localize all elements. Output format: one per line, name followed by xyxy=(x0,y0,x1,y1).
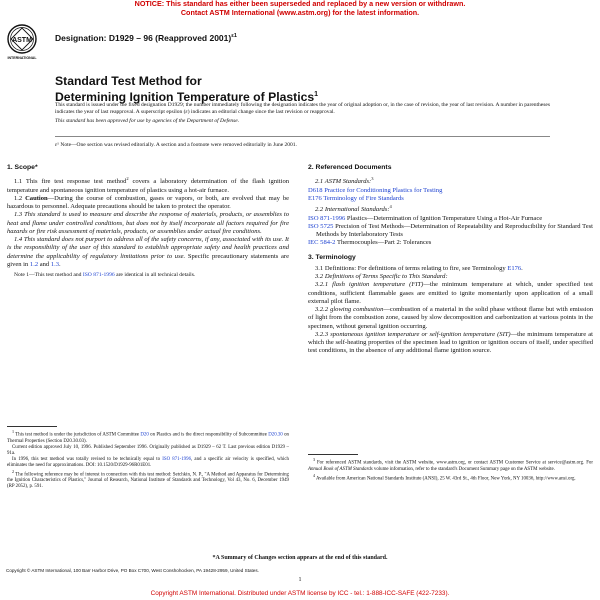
ref-iso-871: ISO 871-1996 Plastics—Determination of Ignition Temperature Using a Hot-Air Furnace xyxy=(308,214,543,222)
footnote-4: $^4$ Available from American National Standards Institute (ANSI), 25 W. 43rd St., 4th Floor, New York, NY 10036, http://www.ansi.org. xyxy=(313,472,576,482)
editorial-note xyxy=(55,142,550,148)
iso-871-ref-link[interactable]: ISO 871-1996 xyxy=(308,214,346,222)
approved-statement: This standard has been approved for use by agencies of the Department of Defense. xyxy=(55,118,240,125)
e176-link[interactable]: E176 xyxy=(308,194,322,202)
title-line-1: Standard Test Method for xyxy=(55,74,202,88)
editorial-note-text: Note—One section was revised editorially. A section and a footnote were removed editorially in June 2001. xyxy=(58,142,297,148)
standard-intro xyxy=(55,102,550,125)
withdrawal-notice xyxy=(0,0,600,17)
notice-line-2: Contact ASTM International (www.astm.org) for the latest information. xyxy=(180,7,420,17)
intro-divider xyxy=(55,136,550,137)
scope-heading: 1. Scope* xyxy=(7,164,38,171)
para-1-2: 1.2 Caution—During the course of combustion, gases or vapors, or both, are evolved that may be hazardous to personnel. Adequate precautions should be taken to protect the operator. xyxy=(7,194,289,211)
para-3-2-3: 3.2.3 spontaneous ignition temperature or self-ignition temperature (SIT)—the minimum temperature at which the self-heating properties of the specimen lead to ignition or ignition occurs of itself, under specified test conditions, in the absence of any additional flame ignition source. xyxy=(308,330,593,355)
ref-link-1-2[interactable]: 1.2 xyxy=(29,260,39,268)
right-footnotes xyxy=(308,454,593,482)
ref-link-1-3[interactable]: 1.3 xyxy=(50,260,60,268)
d618-link[interactable]: D618 xyxy=(308,186,323,194)
para-1-4: 1.4 This standard does not purport to address all of the safety concerns, if any, associated with its use. It is the responsibility of the user of this standard to establish appropriate safety and health practices and determine the applicability of regulatory limitations prior to use. Specific precautionary statements are given in 1.2 and 1.3. xyxy=(7,236,289,268)
para-1-1: 1.1 This fire test response test method$^2$ covers a laboratory determination of the flash ignition temperature and spontaneous ignition temperature of plastics using a hot-air furnace. xyxy=(7,176,289,194)
footnote-2: $^2$ The following reference may be of interest in connection with this test method: Setchkin, N. P., "A Method and Apparatus for Determining the Ignition Characteristics of Plastics," Journal of Research, National Institute of Standards and Technology, Vol 43, No. 6, December 1949 (RP 2052), p. 591. xyxy=(7,468,289,490)
international-standards-label: 2.2 International Standards:$^4$ xyxy=(315,204,392,214)
d20-link[interactable]: D20 xyxy=(140,432,149,438)
copyright-line: Copyright © ASTM International, 100 Barr Harbor Drive, PO Box C700, West Conshohocken, PA 19428-2959, United States. xyxy=(6,568,259,573)
iec-584-2-link[interactable]: IEC 584-2 xyxy=(308,239,336,247)
left-footnotes xyxy=(7,426,289,490)
ref-iso-5725: ISO 5725 Precision of Test Methods—Determination of Repeatability and Reproducibility for Standard Test Methods by Interlaboratory Tests xyxy=(308,222,593,239)
ref-e176: E176 Terminology of Fire Standards xyxy=(308,194,404,202)
designation-sup: ε1 xyxy=(231,33,237,40)
footnote-1-edition: Current edition approved July 10, 1996. Published September 1996. Originally published as D1929 – 62 T. Last previous edition D1929 – 91a. xyxy=(7,444,289,456)
d20-30-link[interactable]: D20.30 xyxy=(268,432,283,438)
para-3-2-2: 3.2.2 glowing combustion—combustion of a material in the solid phase without flame but with emission of light from the combustion zone, caused by slow decomposition and carbonization at various points in the specimen, without general ignition occurring. xyxy=(308,306,594,330)
page-number: 1 xyxy=(298,577,302,583)
para-3-2-1: 3.2.1 flash ignition temperature (FIT)—the minimum temperature at which, under specified test conditions, sufficient flammable gases are emitted to ignite momentarily upon application of a small external pilot flame. xyxy=(308,281,593,305)
footnote-1: $^1$ This test method is under the jurisdiction of ASTM Committee D20 on Plastics and is the direct responsibility of Subcommittee D20.30 on Thermal Properties (Section D20.30.03). xyxy=(7,429,289,444)
terminology-heading: 3. Terminology xyxy=(308,253,356,261)
para-3-2: 3.2 Definitions of Terms Specific to This Standard: xyxy=(315,273,448,281)
astm-logo xyxy=(6,22,38,72)
iso-5725-link[interactable]: ISO 5725 xyxy=(308,222,334,230)
title-sup: 1 xyxy=(314,91,319,98)
ref-iec-584-2: IEC 584-2 Thermocouples—Part 2: Tolerances xyxy=(308,239,432,247)
e176-terminology-link[interactable]: E176 xyxy=(507,264,522,272)
iso-871-link[interactable]: ISO 871-1996 xyxy=(82,272,115,279)
astm-logo-icon xyxy=(6,22,38,72)
logo-letters: ASTM xyxy=(12,37,32,44)
document-title xyxy=(55,74,475,104)
footnote-3: $^3$ For referenced ASTM standards, visit the ASTM website, www.astm.org, or contact ASTM Customer Service at service@astm.org. For Annual Book of ASTM Standards volume information, refer to the standard's Document Summary page on the ASTM website. xyxy=(308,457,593,472)
footnote-rule xyxy=(7,426,57,427)
para-3-1: 3.1 Definitions: For definitions of terms relating to fire, see Terminology E176. xyxy=(315,264,523,272)
left-column xyxy=(7,164,289,279)
notice-line-1: NOTICE: This standard has either been superseded and replaced by a new version or withdrawn. xyxy=(134,0,466,8)
designation-code: D1929 – 96 (Reapproved 2001) xyxy=(108,33,232,43)
footnote-rule-right xyxy=(308,454,358,455)
para-1-3: 1.3 This standard is used to measure and describe the response of materials, products, or assemblies to heat and flame under controlled conditions, but does not by itself incorporate all factors required for fire hazards or fire risk assessment of materials, products, or assemblies under actual fire conditions. xyxy=(7,211,289,235)
summary-of-changes-note: *A Summary of Changes section appears at the end of this standard. xyxy=(212,555,388,561)
right-column xyxy=(308,164,593,356)
title-line-2: Determining Ignition Temperature of Plastics xyxy=(55,90,315,105)
footnote-1-revision: In 1996, this test method was totally revised to be technically equal to ISO 871-1996, and a specific air velocity is specified, which eliminates the need for approximations. DOI: 10.1520/D1929-96R01E01. xyxy=(7,456,289,468)
designation xyxy=(55,33,237,43)
iso-871-footnote-link[interactable]: ISO 871-1996 xyxy=(162,456,192,462)
license-notice: Copyright ASTM International. Distributed under ASTM license by ICC - tel.: 1-888-ICC-SAFE (422-7233). xyxy=(150,590,450,597)
ref-d618: D618 Practice for Conditioning Plastics for Testing xyxy=(308,186,443,194)
designation-prefix: Designation: xyxy=(55,33,109,43)
astm-standards-label: 2.1 ASTM Standards:$^3$ xyxy=(315,176,374,186)
note-1: Note 1—This test method and ISO 871-1996 are identical in all technical details. xyxy=(14,272,196,279)
logo-caption: INTERNATIONAL xyxy=(7,56,37,60)
epsilon-symbol: ε¹ xyxy=(55,142,59,148)
issued-statement: This standard is issued under the fixed designation D1929; the number immediately following the designation indicates the year of original adoption or, in the case of revision, the year of last revision. A number in parentheses indicates the year of last reapproval. A superscript epsilon (ε) indicates an editorial change since the last revision or reapproval. xyxy=(55,102,550,115)
referenced-documents-heading: 2. Referenced Documents xyxy=(308,164,392,171)
